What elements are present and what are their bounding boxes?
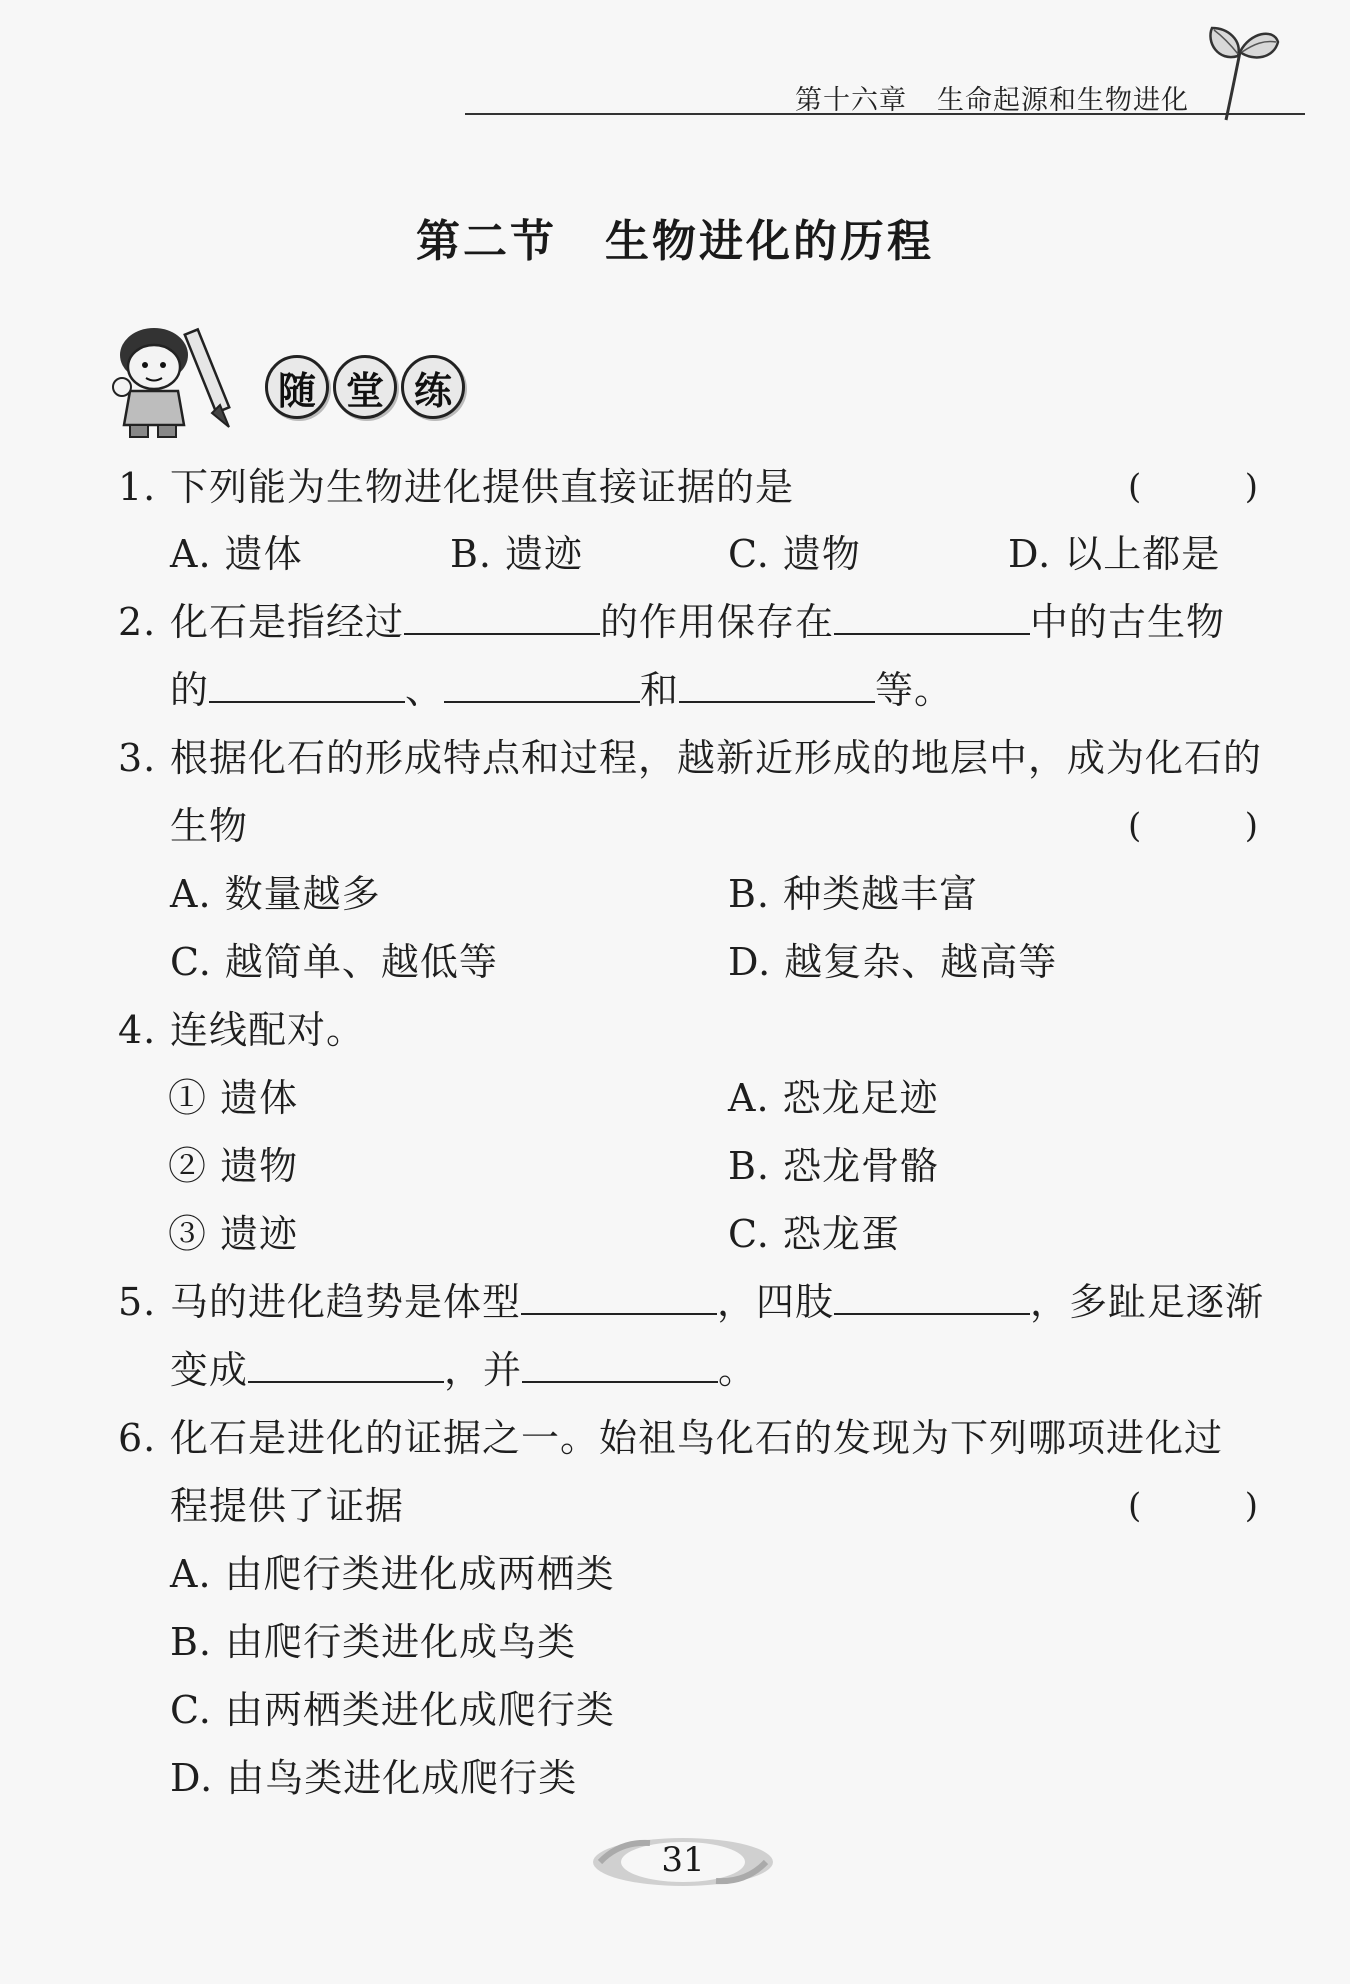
question-number: 2.: [118, 600, 157, 644]
q6-option-d[interactable]: D. 由鸟类进化成爬行类: [170, 1756, 578, 1800]
fill-blank[interactable]: [248, 1347, 444, 1383]
question-text: 下列能为生物进化提供直接证据的是: [170, 465, 795, 509]
match-right-item[interactable]: A. 恐龙足迹: [728, 1076, 939, 1120]
fill-blank[interactable]: [521, 1279, 717, 1315]
running-header: [795, 78, 1189, 117]
q6-option-a[interactable]: A. 由爬行类进化成两栖类: [170, 1552, 615, 1596]
question-number: 6.: [118, 1416, 157, 1460]
match-left-item[interactable]: ① 遗体: [168, 1076, 299, 1120]
fill-blank[interactable]: [834, 599, 1030, 635]
q3-option-d[interactable]: D. 越复杂、越高等: [728, 940, 1058, 984]
fill-blank[interactable]: [834, 1279, 1030, 1315]
question-2: 2. 化石是指经过 的作用保存在 中的古生物: [118, 600, 1226, 644]
practice-char: 随: [265, 355, 329, 419]
practice-heading: [265, 355, 465, 419]
match-left-item[interactable]: ② 遗物: [168, 1144, 299, 1188]
question-number: 1.: [118, 465, 157, 509]
answer-parentheses[interactable]: ( ): [1128, 806, 1258, 846]
fill-blank[interactable]: [679, 667, 875, 703]
section-title: [0, 205, 1350, 269]
q1-option-c[interactable]: C. 遗物: [728, 532, 861, 576]
question-6-cont: 程提供了证据: [170, 1484, 405, 1528]
question-3: [118, 734, 1262, 782]
question-5: 5. 马的进化趋势是体型 ，四肢 ，多趾足逐渐: [118, 1280, 1265, 1324]
chapter-title: 生命起源和生物进化: [937, 85, 1189, 116]
question-text: 根据化石的形成特点和过程，越新近形成的地层中，成为化石的: [170, 736, 1263, 780]
question-number: 5.: [118, 1280, 157, 1324]
question-1: [118, 463, 794, 511]
question-3-cont: 生物: [170, 804, 249, 848]
question-4: [118, 1006, 365, 1054]
student-mascot-icon: [112, 325, 242, 440]
practice-char: 练: [401, 355, 465, 419]
question-number: 4.: [118, 1008, 157, 1052]
fill-blank[interactable]: [209, 667, 405, 703]
practice-char: 堂: [333, 355, 397, 419]
q1-option-b[interactable]: B. 遗迹: [450, 532, 584, 576]
q3-option-b[interactable]: B. 种类越丰富: [728, 872, 979, 916]
section-name: 生物进化的历程: [605, 216, 934, 267]
question-number: 3.: [118, 736, 157, 780]
sprout-icon: [1198, 22, 1288, 122]
q6-option-c[interactable]: C. 由两栖类进化成爬行类: [170, 1688, 615, 1732]
fill-blank[interactable]: [404, 599, 600, 635]
question-5-cont: 变成 ，并 。: [170, 1348, 758, 1392]
answer-parentheses[interactable]: ( ): [1128, 1486, 1258, 1526]
match-right-item[interactable]: B. 恐龙骨骼: [728, 1144, 940, 1188]
question-text: 化石是进化的证据之一。始祖鸟化石的发现为下列哪项进化过: [170, 1416, 1224, 1460]
match-left-item[interactable]: ③ 遗迹: [168, 1212, 299, 1256]
q1-option-a[interactable]: A. 遗体: [170, 532, 303, 576]
q3-option-a[interactable]: A. 数量越多: [170, 872, 381, 916]
question-2-cont: 的 、 和 等。: [170, 668, 954, 712]
section-number: 第二节: [416, 216, 557, 267]
fill-blank[interactable]: [444, 667, 640, 703]
q6-option-b[interactable]: B. 由爬行类进化成鸟类: [170, 1620, 577, 1664]
page-number: 31: [661, 1840, 705, 1880]
question-6: [118, 1414, 1223, 1462]
q1-option-d[interactable]: D. 以上都是: [1008, 532, 1221, 576]
header-rule: [465, 113, 1305, 115]
question-text: 连线配对。: [170, 1008, 366, 1052]
match-right-item[interactable]: C. 恐龙蛋: [728, 1212, 900, 1256]
fill-blank[interactable]: [522, 1347, 718, 1383]
answer-parentheses[interactable]: ( ): [1128, 467, 1258, 507]
q3-option-c[interactable]: C. 越简单、越低等: [170, 940, 498, 984]
chapter-number: 第十六章: [795, 85, 907, 116]
